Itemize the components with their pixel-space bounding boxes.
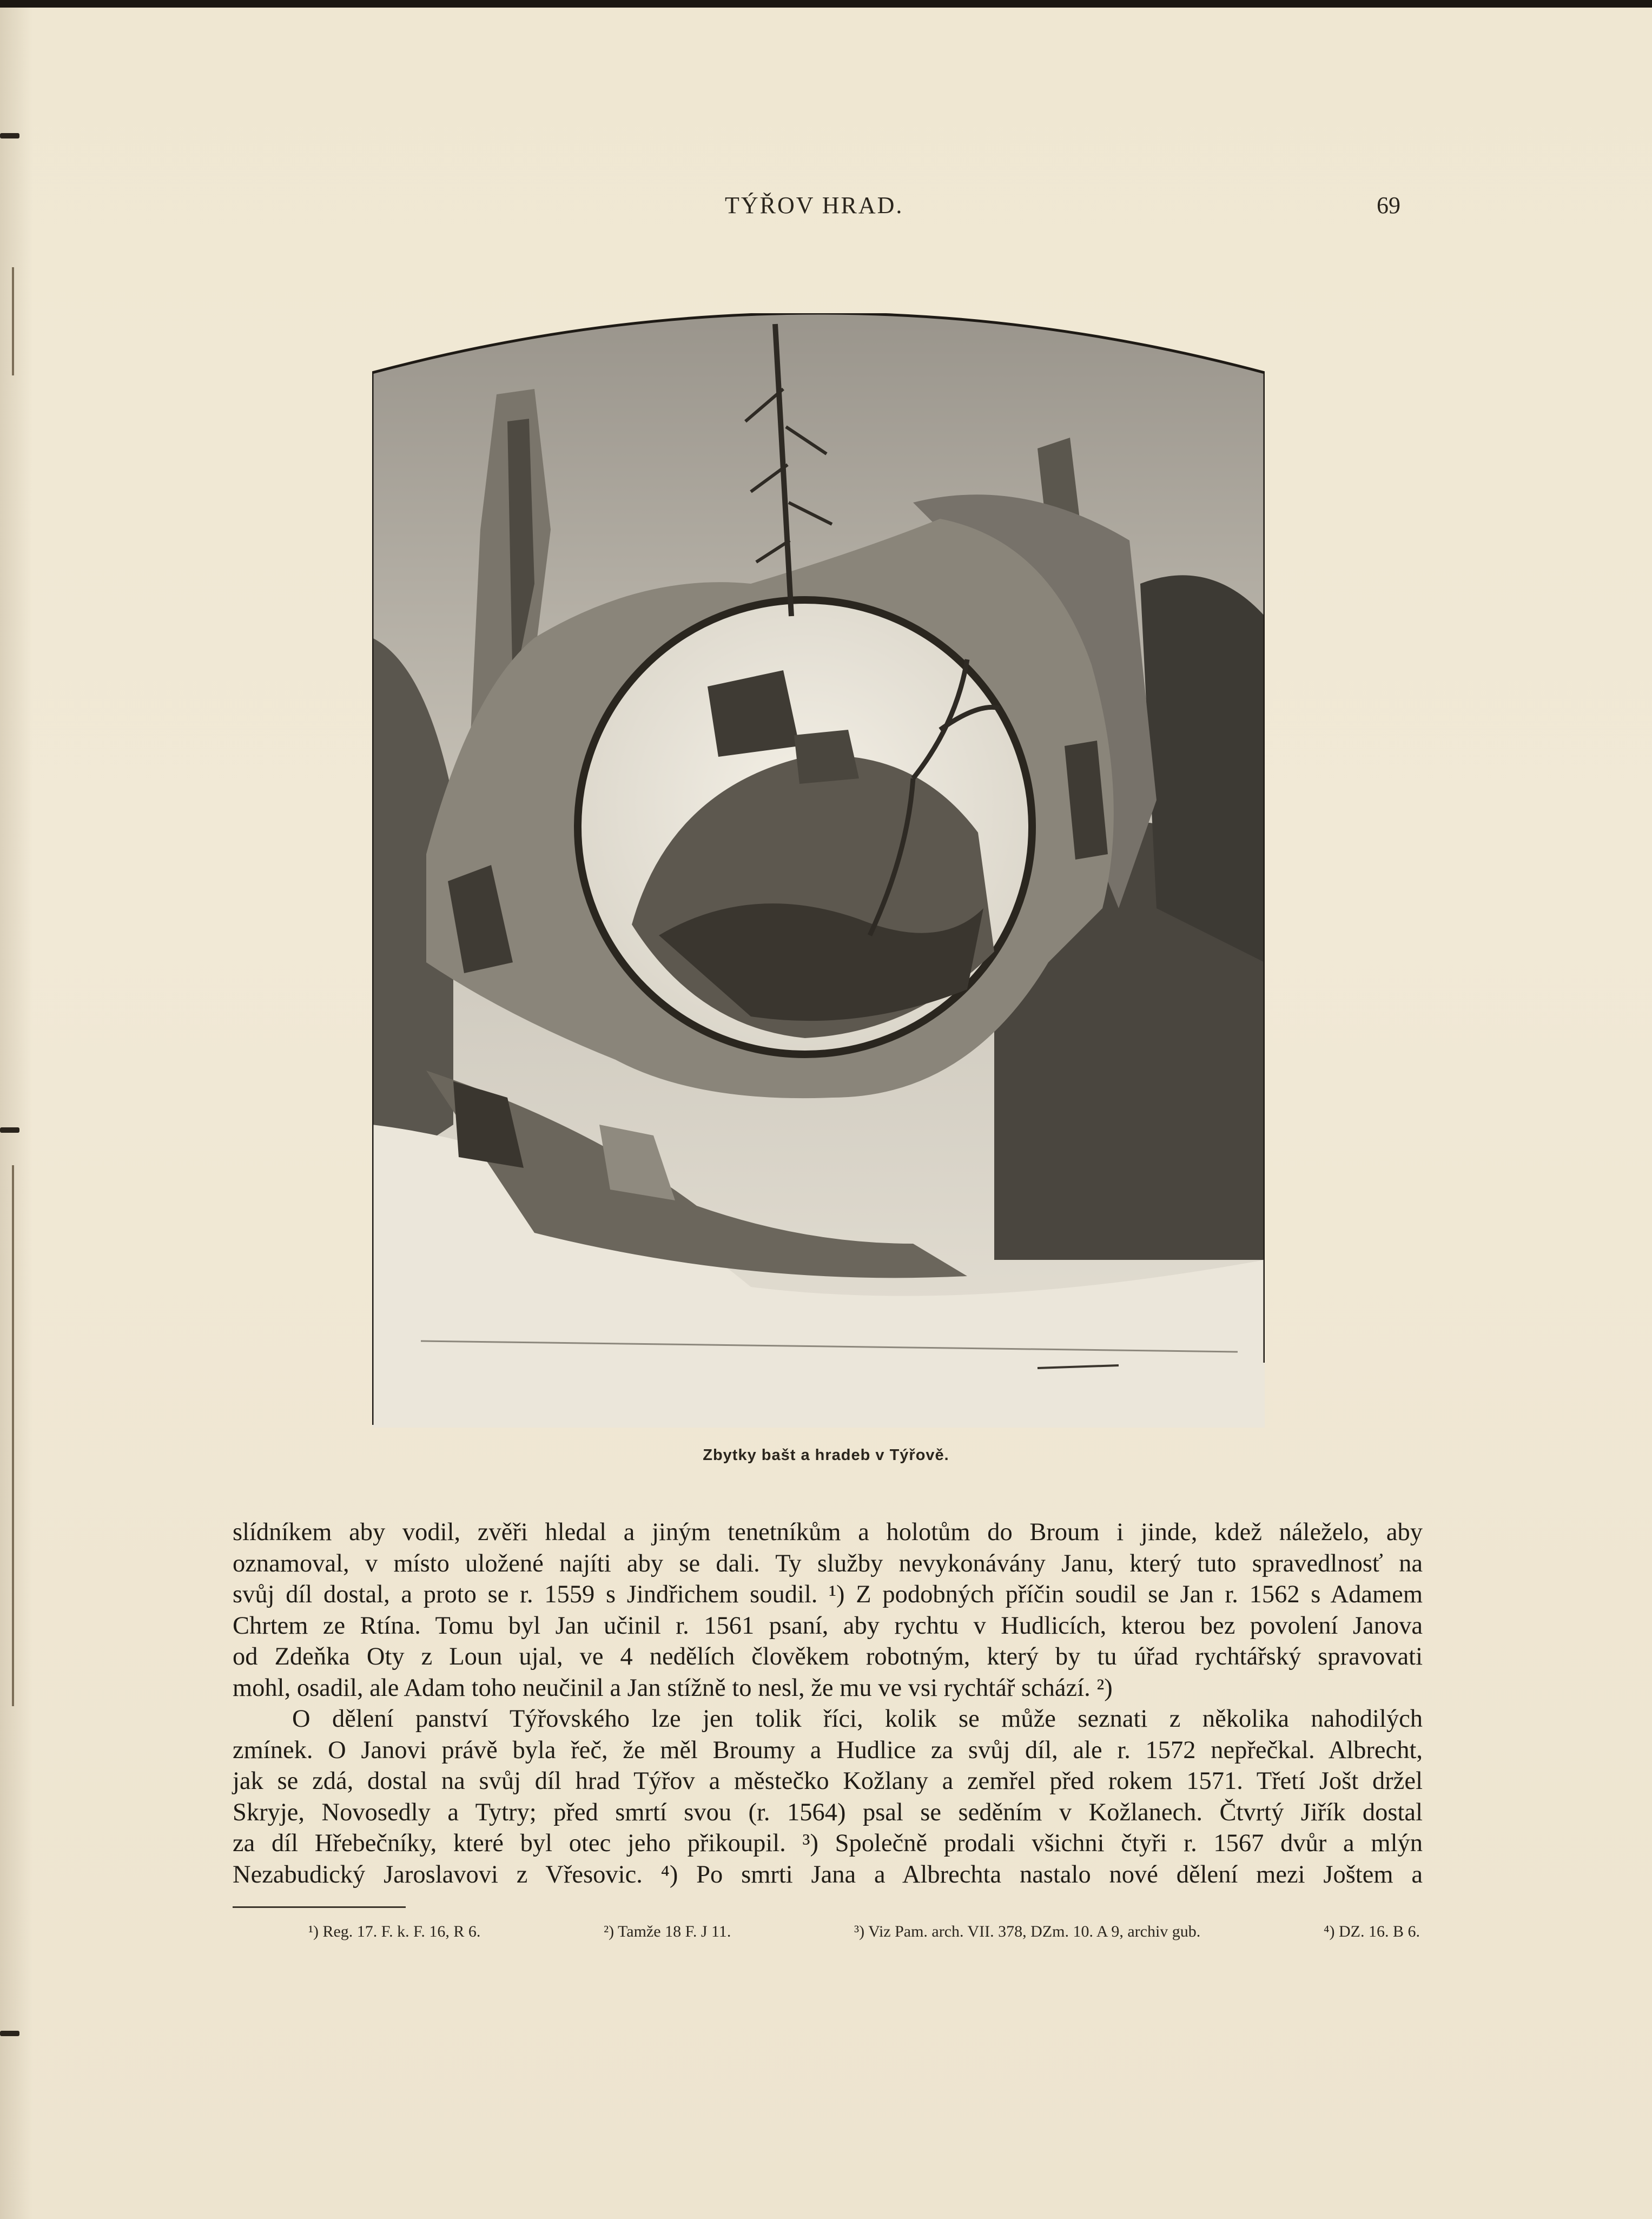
- running-head: TÝŘOV HRAD.: [725, 192, 904, 219]
- binding-mark: [0, 1127, 19, 1133]
- binding-mark: [0, 2031, 19, 2036]
- binding-mark: [0, 133, 19, 138]
- footnote: ²) Tamže 18 F. J 11.: [604, 1923, 731, 1940]
- page-number: 69: [1377, 192, 1400, 219]
- castle-ruins-illustration: [372, 313, 1265, 1428]
- footnote: ³) Viz Pam. arch. VII. 378, DZm. 10. A 9, archiv gub.: [854, 1923, 1201, 1940]
- text-line: oznamoval, v místo uložené najíti aby se dali. Ty služby nevykonávány Janu, který tuto spravedlnosť na: [233, 1549, 1423, 1577]
- body-text: [233, 1517, 1423, 1890]
- text-line: slídníkem aby vodil, zvěři hledal a jiným tenetníkům a holotům do Broum i jinde, kdež náleželo, aby: [233, 1518, 1423, 1546]
- text-line: Nezabudický Jaroslavovi z Vřesovic. ⁴) Po smrti Jana a Albrechta nastalo nové dělení mezi Joštem a: [233, 1860, 1423, 1888]
- text-line: mohl, osadil, ale Adam toho neučinil a Jan stížně to nesl, že mu ve vsi rychtář schází. ²): [233, 1674, 1113, 1702]
- text-line: svůj díl dostal, a proto se r. 1559 s Jindřichem soudil. ¹) Z podobných příčin soudil se Jan r. 1562 s Adamem: [233, 1581, 1423, 1608]
- footnotes: [308, 1923, 1420, 1941]
- figure-caption: Zbytky bašt a hradeb v Týřově.: [703, 1447, 949, 1464]
- text-line: Skryje, Novosedly a Tytry; před smrtí svou (r. 1564) psal se seděním v Kožlanech. Čtvrtý Jiřík dostal: [233, 1798, 1423, 1826]
- book-page: [0, 8, 1652, 2219]
- text-line: O dělení panství Týřovského lze jen tolik říci, kolik se může seznati z několika nahodilých: [292, 1705, 1423, 1733]
- text-line: jak se zdá, dostal na svůj díl hrad Týřov a městečko Kožlany a zemřel před rokem 1571. Třetí Jošt držel: [233, 1767, 1423, 1795]
- footnote-rule: [233, 1906, 406, 1908]
- page-edge-shadow: [0, 8, 32, 2219]
- footnote: ¹) Reg. 17. F. k. F. 16, R 6.: [308, 1923, 481, 1940]
- footnote: ⁴) DZ. 16. B 6.: [1324, 1923, 1420, 1940]
- text-line: zmínek. O Janovi právě byla řeč, že měl Broumy a Hudlice za svůj díl, ale r. 1572 nepřečkal. Albrecht,: [233, 1736, 1423, 1764]
- binding-line: [12, 267, 14, 375]
- text-line: za díl Hřebečníky, které byl otec jeho přikoupil. ³) Společně prodali všichni čtyři r. 1567 dvůr a mlýn: [233, 1830, 1423, 1857]
- text-line: Chrtem ze Rtína. Tomu byl Jan učinil r. 1561 psaní, aby rychtu v Hudlicích, kterou bez povolení Janova: [233, 1612, 1423, 1640]
- engraving: [372, 313, 1265, 1428]
- text-line: od Zdeňka Oty z Loun ujal, ve 4 nedělích člověkem robotným, který by tu úřad rychtářský spravovati: [233, 1643, 1423, 1670]
- binding-line: [12, 1165, 14, 1706]
